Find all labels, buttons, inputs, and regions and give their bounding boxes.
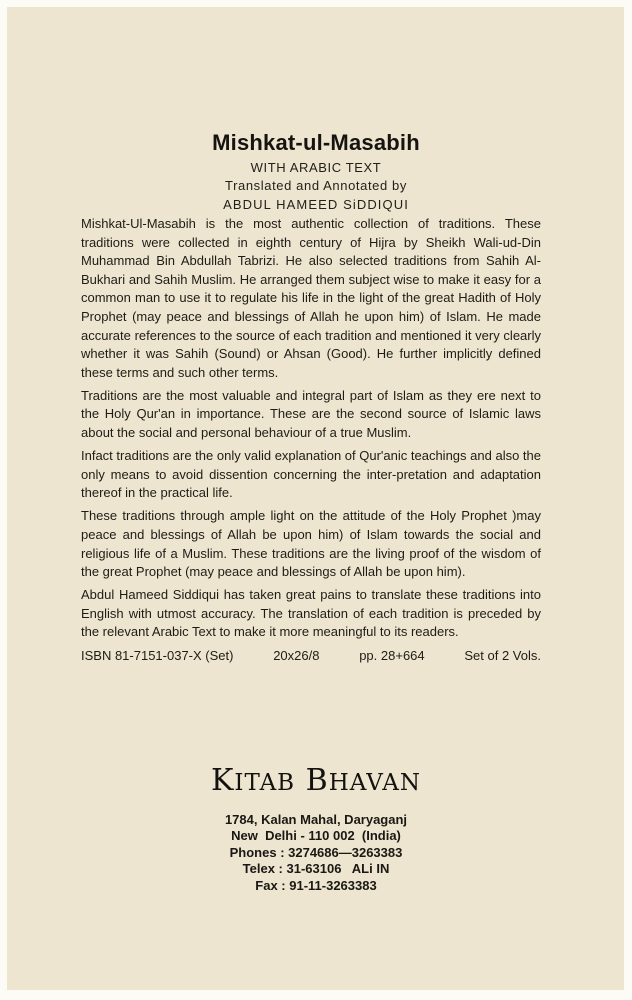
publisher-address (0, 812, 632, 894)
paragraph: Infact traditions are the only valid explanation of Qur'anic teachings and also the only means to avoid dissention concerning the inter-pretation and adaptation thereof in the practical life. (81, 448, 541, 501)
description (81, 215, 541, 665)
book-title: Mishkat-ul-Masabih (212, 130, 420, 155)
volume-count: Set of 2 Vols. (464, 647, 541, 663)
page-count: pp. 28+664 (359, 647, 425, 663)
book-details (81, 647, 541, 666)
isbn: ISBN 81-7151-037-X (Set) (81, 647, 234, 663)
paragraph: These traditions through ample light on the attitude of the Holy Prophet )may peace and blessings of Allah be upon him) of Islam towards the social and religious life of a Muslim. These traditions are the living proof of the wisdom of the great Prophet (may peace and blessings of Allah be upon him). (81, 508, 541, 580)
address-line: 1784, Kalan Mahal, Daryaganj (224, 812, 408, 827)
phone-line: Phones : 3274686—3263383 (229, 844, 403, 860)
author-name: ABDUL HAMEED SiDDIQUI (223, 197, 409, 212)
paragraph: Mishkat-Ul-Masabih is the most authentic collection of traditions. These traditions were collected in eighth century of Hijra by Sheikh Wali-ud-Din Muhammad Bin Abdullah Tabrizi. He also selected traditions from Sahih Al-Bukhari and Sahih Muslim. He arranged them subject wise to make it easy for a common man to use it to regulate his life in the light of the great Hadith of Holy Prophet (may peace and blessings of Allah he upon him) of Islam. He made accurate references to the source of each tradition and mentioned it very clearly whether it was Sahih (Sound) or Ahsan (Good). He further implicitly defined these terms and such other terms. (81, 216, 541, 380)
telex-line: Telex : 31-63106 ALi IN (242, 861, 390, 877)
translated-by: Translated and Annotated by (225, 178, 407, 193)
fax-line: Fax : 91-11-3263383 (255, 877, 377, 893)
paragraph: Traditions are the most valuable and integral part of Islam as they ere next to the Holy Qur'an in importance. These are the second source of Islamic laws about the social and personal behaviour of a true Muslim. (81, 387, 541, 441)
paragraph: Abdul Hameed Siddiqui has taken great pains to translate these traditions into English with utmost accuracy. The translation of each tradition is preceded by the relevant Arabic Text to make it more meaningful to its readers. (81, 587, 541, 640)
subtitle: WITH ARABIC TEXT (250, 160, 382, 175)
address-line: New Delhi - 110 002 (India) (231, 828, 401, 844)
publisher-logo: KITAB BHAVAN (210, 763, 421, 798)
book-size: 20x26/8 (273, 647, 320, 663)
